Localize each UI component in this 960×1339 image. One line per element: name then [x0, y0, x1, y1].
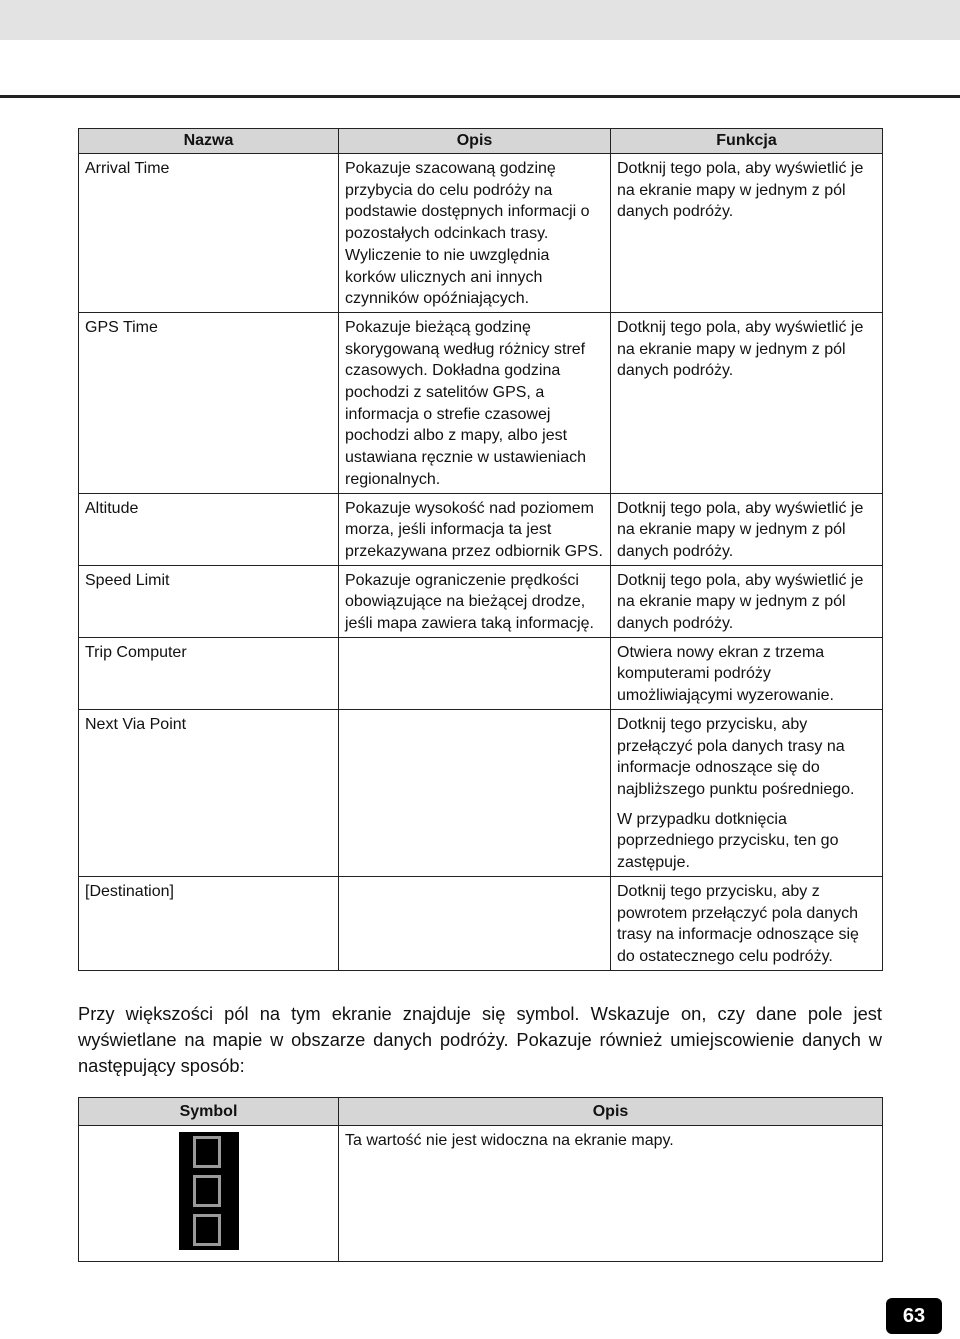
- field-function: Dotknij tego pola, aby wyświetlić je na ekranie mapy w jednym z pól danych podróży.: [611, 493, 883, 565]
- header-band: [0, 0, 960, 40]
- field-function: Otwiera nowy ekran z trzema komputerami podróży umożliwiającymi wyzerowanie.: [611, 637, 883, 709]
- table-row: [79, 709, 883, 876]
- field-function-cell: [611, 709, 883, 876]
- field-function: Dotknij tego pola, aby wyświetlić je na ekranie mapy w jednym z pól danych podróży.: [611, 565, 883, 637]
- empty-three-slot-indicator-icon: [179, 1132, 239, 1250]
- page-number: 63: [886, 1298, 942, 1334]
- field-description: Pokazuje wysokość nad poziomem morza, jeśli informacja ta jest przekazywana przez odbiornik GPS.: [339, 493, 611, 565]
- header-nazwa: Nazwa: [79, 129, 339, 154]
- field-name: [Destination]: [79, 876, 339, 970]
- field-description: [339, 876, 611, 970]
- field-name: GPS Time: [79, 312, 339, 493]
- field-function: Dotknij tego pola, aby wyświetlić je na ekranie mapy w jednym z pól danych podróży.: [611, 312, 883, 493]
- field-name: Altitude: [79, 493, 339, 565]
- symbol-cell: [79, 1126, 339, 1262]
- field-description: Pokazuje szacowaną godzinę przybycia do celu podróży na podstawie dostępnych informacji o pozostałych odcinkach trasy. Wyliczenie to nie uwzględnia korków ulicznych ani innych czynników opóźniających.: [339, 154, 611, 313]
- intro-paragraph: Przy większości pól na tym ekranie znajduje się symbol. Wskazuje on, czy dane pole jest wyświetlane na mapie w obszarze danych podróży. Pokazuje również umiejscowienie danych w następujący sposób:: [78, 1003, 882, 1076]
- field-function: Dotknij tego przycisku, aby przełączyć pola danych trasy na informacje odnoszące się do najbliższego punktu pośredniego.: [617, 715, 855, 798]
- header-rule: [0, 95, 960, 98]
- field-name: Trip Computer: [79, 637, 339, 709]
- field-name: Speed Limit: [79, 565, 339, 637]
- table-row: [79, 493, 883, 565]
- field-description: Pokazuje ograniczenie prędkości obowiązujące na bieżącej drodze, jeśli mapa zawiera taką informację.: [339, 565, 611, 637]
- symbol-table: [78, 1097, 883, 1262]
- table-row: [79, 154, 883, 313]
- field-function: Dotknij tego przycisku, aby z powrotem przełączyć pola danych trasy na informacje odnoszące się do ostatecznego celu podróży.: [611, 876, 883, 970]
- header-opis: Opis: [339, 129, 611, 154]
- table-row: [79, 1126, 883, 1262]
- header-symbol: Symbol: [79, 1098, 339, 1126]
- table-row: [79, 637, 883, 709]
- field-description: Pokazuje bieżącą godzinę skorygowaną według różnicy stref czasowych. Dokładna godzina pochodzi z satelitów GPS, a informacja o strefie czasowej pochodzi albo z mapy, albo jest ustawiana ręcznie w ustawieniach regionalnych.: [339, 312, 611, 493]
- field-description: [339, 709, 611, 876]
- table-row: [79, 312, 883, 493]
- table-row: [79, 565, 883, 637]
- fields-table: [78, 128, 883, 971]
- header-funkcja: Funkcja: [611, 129, 883, 154]
- fields-table-header: [79, 129, 883, 154]
- header-opis: Opis: [339, 1098, 883, 1126]
- field-function: Dotknij tego pola, aby wyświetlić je na ekranie mapy w jednym z pól danych podróży.: [611, 154, 883, 313]
- field-name: Arrival Time: [79, 154, 339, 313]
- field-function-note: W przypadku dotknięcia poprzedniego przycisku, ten go zastępuje.: [617, 810, 839, 872]
- field-name: Next Via Point: [79, 709, 339, 876]
- symbol-table-header: [79, 1098, 883, 1126]
- symbol-description: Ta wartość nie jest widoczna na ekranie mapy.: [339, 1126, 883, 1262]
- field-description: [339, 637, 611, 709]
- table-row: [79, 876, 883, 970]
